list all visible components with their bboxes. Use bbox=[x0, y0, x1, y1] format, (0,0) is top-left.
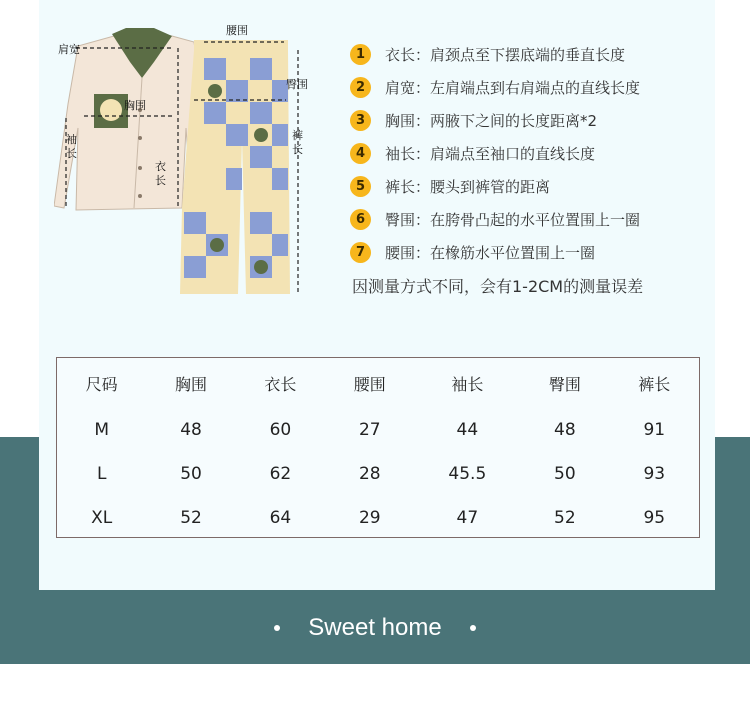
table-cell: 44 bbox=[456, 420, 479, 440]
label-top-length bbox=[155, 160, 166, 187]
number-badge: 1 bbox=[350, 44, 371, 65]
table-cell: 64 bbox=[269, 508, 292, 528]
table-header-cell: 衣长 bbox=[264, 374, 297, 394]
table-cell: 27 bbox=[358, 420, 381, 440]
label-sleeve-char-1: 袖 bbox=[66, 133, 77, 146]
pajama-illustration bbox=[54, 18, 324, 298]
table-row bbox=[57, 408, 699, 452]
table-row bbox=[57, 452, 699, 496]
measurement-description: 两腋下之间的长度距离*2 bbox=[430, 112, 598, 130]
table-cell: 48 bbox=[554, 420, 576, 440]
number-badge: 4 bbox=[350, 143, 371, 164]
table-row bbox=[57, 496, 699, 540]
table-header-cell: 胸围 bbox=[175, 374, 208, 394]
label-sleeve-char-2: 长 bbox=[66, 147, 77, 160]
footer-text: Sweet home bbox=[308, 614, 442, 641]
table-cell: L bbox=[96, 464, 107, 484]
table-cell: 95 bbox=[643, 508, 666, 528]
table-cell: 93 bbox=[643, 464, 666, 484]
measurement-separator: ： bbox=[415, 145, 431, 163]
size-chart-table bbox=[56, 357, 700, 538]
label-pants-length-char-1: 裤 bbox=[292, 129, 303, 142]
footer-banner bbox=[0, 610, 750, 646]
measurement-description: 肩端点至袖口的直线长度 bbox=[430, 145, 596, 163]
measurement-item bbox=[350, 203, 710, 236]
measurement-separator: ： bbox=[415, 244, 431, 262]
number-badge: 6 bbox=[350, 209, 371, 230]
measurement-label: 衣长 bbox=[385, 46, 416, 64]
measurement-label: 腰围 bbox=[385, 244, 416, 262]
measurement-item bbox=[350, 104, 710, 137]
dot-left-icon bbox=[274, 625, 280, 631]
table-cell: 52 bbox=[180, 508, 202, 528]
measurement-label: 袖长 bbox=[385, 145, 416, 163]
dot-right-icon bbox=[470, 625, 476, 631]
measurement-item bbox=[350, 71, 710, 104]
table-cell: 62 bbox=[269, 464, 292, 484]
table-cell: M bbox=[94, 420, 110, 440]
measurement-guide-list bbox=[350, 38, 710, 269]
number-badge: 7 bbox=[350, 242, 371, 263]
label-top-length-char-2: 长 bbox=[155, 174, 166, 187]
measurement-description: 腰头到裤管的距离 bbox=[430, 178, 551, 196]
table-cell: 48 bbox=[180, 420, 202, 440]
measurement-separator: ： bbox=[415, 112, 431, 130]
table-cell: XL bbox=[91, 508, 113, 528]
measurement-separator: ： bbox=[415, 46, 431, 64]
measurement-separator: ： bbox=[415, 79, 431, 97]
measurement-item bbox=[350, 38, 710, 71]
measurement-item bbox=[350, 236, 710, 269]
label-shoulder: 肩宽 bbox=[58, 43, 80, 56]
table-cell: 91 bbox=[643, 420, 666, 440]
label-pants-length-char-2: 长 bbox=[292, 143, 303, 156]
label-waist: 腰围 bbox=[226, 24, 248, 37]
measurement-label: 肩宽 bbox=[385, 79, 416, 97]
measurement-separator: ： bbox=[415, 211, 431, 229]
measurement-item bbox=[350, 137, 710, 170]
table-cell: 50 bbox=[554, 464, 576, 484]
table-header-row bbox=[57, 358, 699, 408]
table-cell: 28 bbox=[358, 464, 381, 484]
label-chest: 胸围 bbox=[124, 99, 146, 112]
measurement-error-note: 因测量方式不同，会有1-2CM的测量误差 bbox=[352, 277, 644, 296]
table-cell: 60 bbox=[269, 420, 292, 440]
label-top-length-char-1: 衣 bbox=[155, 160, 166, 173]
measurement-label: 胸围 bbox=[385, 112, 416, 130]
measurement-separator: ： bbox=[415, 178, 431, 196]
measurement-label: 臀围 bbox=[385, 211, 416, 229]
label-hip: 臀围 bbox=[286, 78, 308, 91]
measurement-item bbox=[350, 170, 710, 203]
table-cell: 50 bbox=[180, 464, 202, 484]
measurement-label: 裤长 bbox=[385, 178, 416, 196]
table-header-cell: 臀围 bbox=[548, 374, 581, 394]
table-header-cell: 腰围 bbox=[353, 374, 386, 394]
table-cell: 47 bbox=[456, 508, 479, 528]
number-badge: 5 bbox=[350, 176, 371, 197]
measurement-description: 肩颈点至下摆底端的垂直长度 bbox=[430, 46, 626, 64]
table-cell: 45.5 bbox=[448, 464, 487, 484]
pajama-pants-image bbox=[180, 40, 290, 294]
number-badge: 3 bbox=[350, 110, 371, 131]
table-header-cell: 裤长 bbox=[638, 374, 671, 394]
table-header-cell: 袖长 bbox=[451, 374, 484, 394]
table-cell: 52 bbox=[554, 508, 576, 528]
measurement-description: 在橡筋水平位置围上一圈 bbox=[430, 244, 596, 262]
table-header-cell: 尺码 bbox=[85, 374, 118, 394]
number-badge: 2 bbox=[350, 77, 371, 98]
table-cell: 29 bbox=[358, 508, 381, 528]
measurement-description: 左肩端点到右肩端点的直线长度 bbox=[430, 79, 641, 97]
measurement-description: 在胯骨凸起的水平位置围上一圈 bbox=[430, 211, 641, 229]
